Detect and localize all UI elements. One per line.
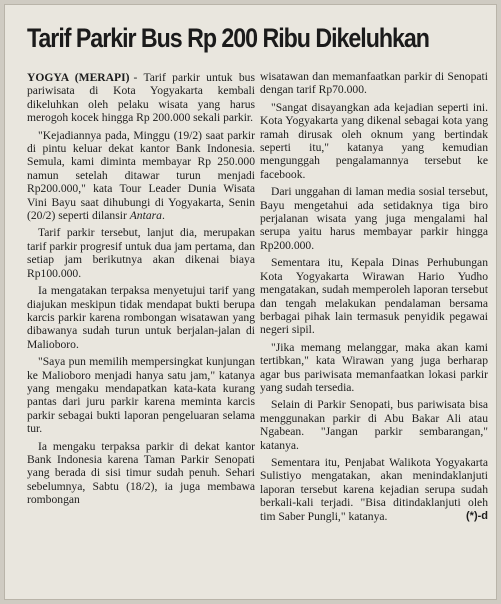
- paragraph: Tarif parkir tersebut, lanjut dia, merupakan tarif parkir progresif untuk dua jam pertama, dan setiap jam berikutnya akan dikenai biaya Rp100.000.: [27, 226, 255, 280]
- newspaper-clipping: [4, 4, 497, 600]
- dateline: YOGYA (MERAPI): [27, 71, 130, 84]
- paragraph: "Jika memang melanggar, maka akan kami tertibkan," kata Wirawan yang juga berharap agar bus pariwisata memanfaatkan lokasi parkir yang sudah tersedia.: [260, 340, 488, 394]
- paragraph: "Sangat disayangkan ada kejadian seperti ini. Kota Yogyakarta yang dikenal sebagai kota yang ramah dirusak oleh oknum yang bertindak seperti itu," katanya yang kemudian mengunggah pengalamannya tersebut ke facebook.: [260, 100, 488, 181]
- lead-paragraph: [27, 71, 255, 125]
- paragraph: wisatawan dan memanfaatkan parkir di Senopati dengan tarif Rp70.000.: [260, 70, 488, 97]
- headline: Tarif Parkir Bus Rp 200 Ribu Dikeluhkan: [27, 23, 429, 53]
- paragraph: Sementara itu, Kepala Dinas Perhubungan Kota Yogyakarta Wirawan Hario Yudho mengatakan, sudah memperoleh laporan tersebut dan tengah melakukan pendalaman bersama berbagai pihak lain termasuk penyidik pegawai negeri sipil.: [260, 256, 488, 337]
- paragraph: Ia mengatakan terpaksa menyetujui tarif yang diajukan meskipun tidak mendapat bukti berupa karcis parkir karena rombongan wisatawan yang dibawanya sudah turun untuk berjalan-jalan di Malioboro.: [27, 284, 255, 351]
- paragraph-last: Sementara itu, Penjabat Walikota Yogyakarta Sulistiyo mengatakan, akan menindaklanjuti laporan tersebut karena kejadian serupa sudah berkali-kali terjadi. "Bisa ditindaklanjuti oleh tim Saber Pungli," katanya. (*)-d: [260, 455, 488, 523]
- article-column-right: [260, 70, 488, 527]
- paragraph: Dari unggahan di laman media sosial tersebut, Bayu mengetahui ada setidaknya tiga biro perjalanan wisata yang juga mengalami hal serupa yaitu harus membayar parkir hingga Rp200.000.: [260, 185, 488, 252]
- paragraph: "Saya pun memilih mempersingkat kunjungan ke Malioboro menjadi hanya satu jam," katanya yang mengaku mendapatkan kata-kata kurang pantas dari juru parkir karena meminta karcis parkir sebagai bukti laporan pengeluaran selama tur.: [27, 355, 255, 436]
- source-credit: Antara: [129, 209, 162, 223]
- paragraph: "Kejadiannya pada, Minggu (19/2) saat parkir di pintu keluar dekat kantor Bank Indonesia. Semula, kami diminta membayar Rp 250.000 namun setelah ditawar turun menjadi Rp200.000," kata Tour Leader Dunia Wisata Vini Bayu saat dihubungi di Yogyakarta, Senin (20/2) seperti dilansir Antara.: [27, 128, 255, 223]
- paragraph: Ia mengaku terpaksa parkir di dekat kantor Bank Indonesia karena Taman Parkir Senopati yang berada di sisi timur sudah penuh. Sehari sebelumnya, Sabtu (18/2), ia juga membawa rombongan: [27, 439, 255, 507]
- author-signature: (*)-d: [466, 509, 488, 522]
- paragraph: Selain di Parkir Senopati, bus pariwisata bisa menggunakan parkir di Abu Bakar Ali atau Ngabean. "Jangan parkir sembarangan," katanya.: [260, 398, 488, 452]
- lead-text: - Tarif parkir untuk bus pariwisata di Kota Yogyakarta kembali dikeluhkan oleh pelaku wisata yang harus merogoh kocek hingga Rp 200.000 sekali parkir.: [27, 71, 255, 125]
- article-column-left: [27, 71, 255, 511]
